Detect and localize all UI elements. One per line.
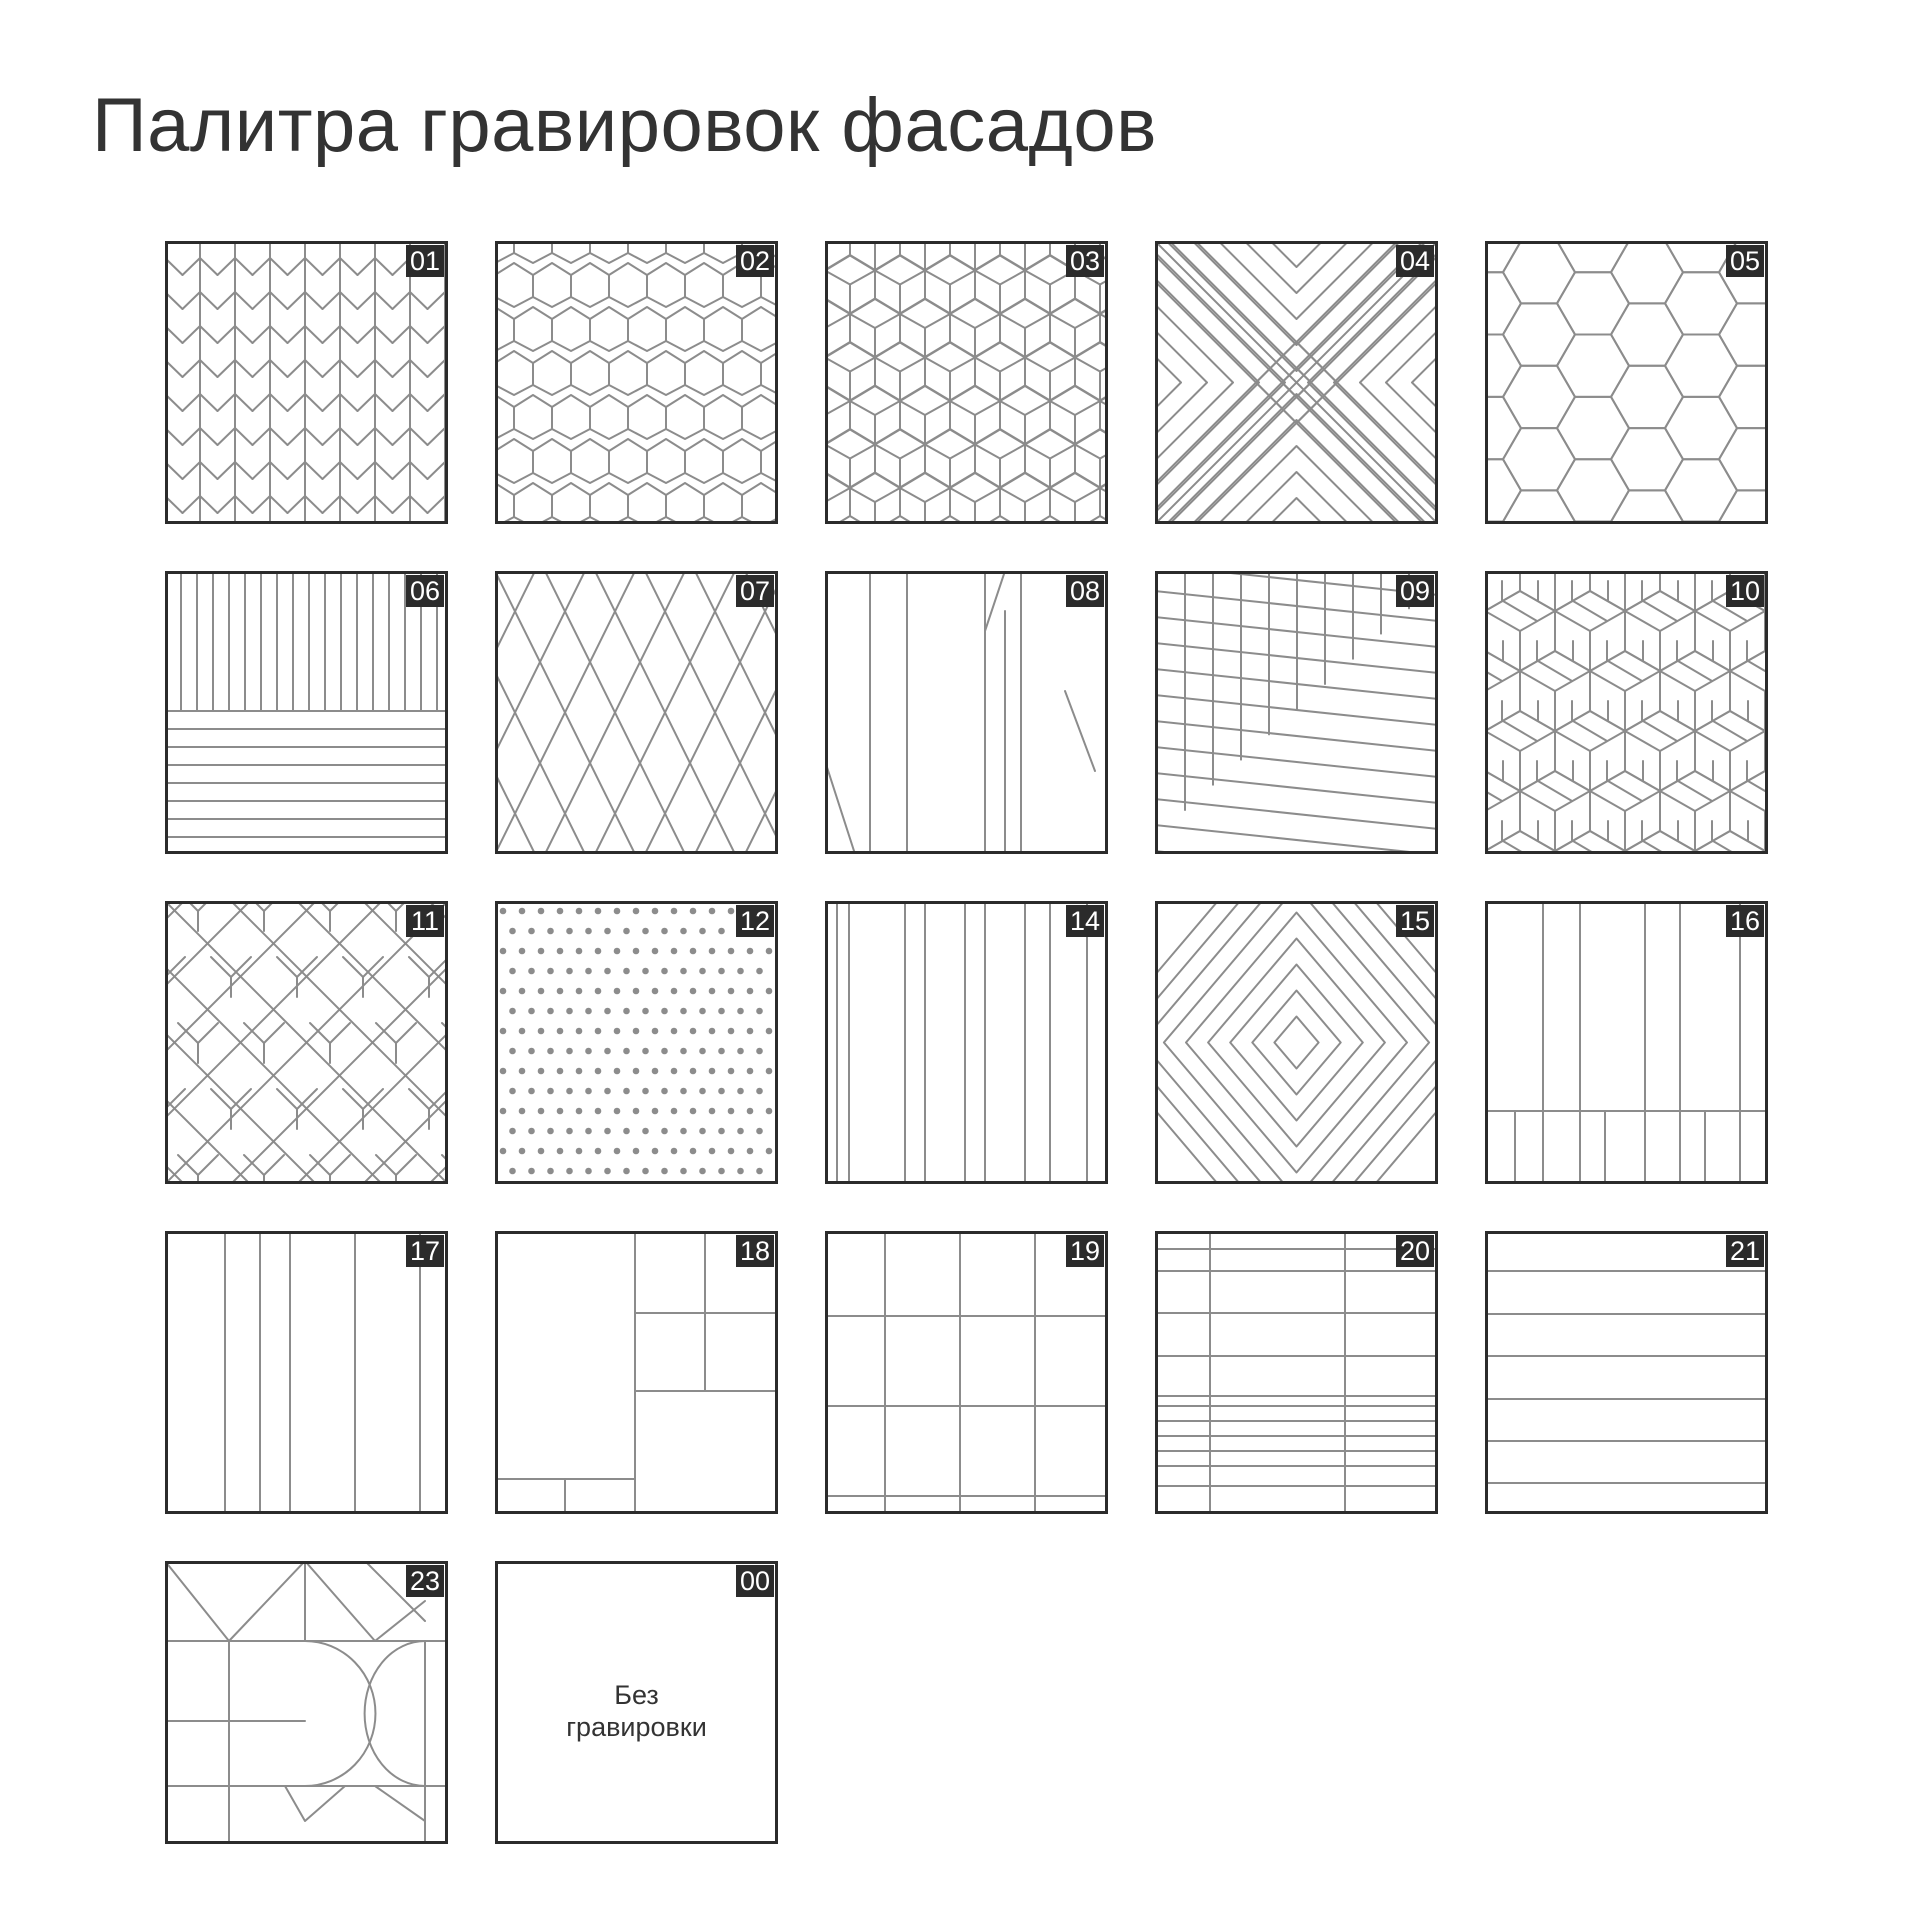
tile-code-badge: 16 [1726, 905, 1764, 937]
tile-code-badge: 18 [736, 1235, 774, 1267]
engraving-tile-17[interactable] [165, 1231, 448, 1514]
tile-code-badge: 03 [1066, 245, 1104, 277]
pattern-parquet-cubes [1485, 571, 1768, 854]
tile-code-badge: 11 [406, 905, 444, 937]
engraving-tile-03[interactable] [825, 241, 1108, 524]
engraving-tile-11[interactable] [165, 901, 448, 1184]
tile-code-badge: 06 [406, 575, 444, 607]
tile-code-badge: 00 [736, 1565, 774, 1597]
engraving-tile-20[interactable] [1155, 1231, 1438, 1514]
engraving-tile-09[interactable] [1155, 571, 1438, 854]
pattern-slats-mixed [165, 571, 448, 854]
pattern-concentric-diamonds [1155, 901, 1438, 1184]
engraving-tile-21[interactable] [1485, 1231, 1768, 1514]
pattern-diamond-lattice [495, 571, 778, 854]
engraving-tile-12[interactable] [495, 901, 778, 1184]
tile-code-badge: 02 [736, 245, 774, 277]
engraving-tile-00[interactable] [495, 1561, 778, 1844]
engraving-tile-05[interactable] [1485, 241, 1768, 524]
tile-code-badge: 01 [406, 245, 444, 277]
tile-code-badge: 07 [736, 575, 774, 607]
pattern-tumbling-blocks [825, 241, 1108, 524]
pattern-wide-panels [165, 1231, 448, 1514]
engraving-tile-23[interactable] [165, 1561, 448, 1844]
pattern-vertical-panels-base [1485, 901, 1768, 1184]
engraving-tile-08[interactable] [825, 571, 1108, 854]
pattern-elongated-hexagons [495, 241, 778, 524]
pattern-diagonal-squares [165, 901, 448, 1184]
tile-code-badge: 09 [1396, 575, 1434, 607]
pattern-rails-columns [1155, 1231, 1438, 1514]
tile-code-badge: 04 [1396, 245, 1434, 277]
pattern-horizontal-boards [1485, 1231, 1768, 1514]
engraving-tile-10[interactable] [1485, 571, 1768, 854]
pattern-herringbone [165, 241, 448, 524]
tile-code-badge: 15 [1396, 905, 1434, 937]
pattern-rectangular-blocks [495, 1231, 778, 1514]
pattern-irregular-boards [825, 571, 1108, 854]
pattern-diagonal-boards [1155, 571, 1438, 854]
engraving-tile-16[interactable] [1485, 901, 1768, 1184]
tile-code-badge: 08 [1066, 575, 1104, 607]
pattern-x-chevrons [1155, 241, 1438, 524]
tile-code-badge: 19 [1066, 1235, 1104, 1267]
tile-code-badge: 14 [1066, 905, 1104, 937]
pattern-geometric-triangles [165, 1561, 448, 1844]
engraving-tile-14[interactable] [825, 901, 1108, 1184]
pattern-dots [495, 901, 778, 1184]
page-title: Палитра гравировок фасадов [92, 83, 1157, 168]
engraving-tile-15[interactable] [1155, 901, 1438, 1184]
engraving-palette-grid [165, 241, 1775, 1851]
pattern-vertical-slats [825, 901, 1108, 1184]
tile-code-badge: 17 [406, 1235, 444, 1267]
tile-code-badge: 05 [1726, 245, 1764, 277]
tile-code-badge: 20 [1396, 1235, 1434, 1267]
no-engraving-label [495, 1679, 778, 1743]
engraving-tile-19[interactable] [825, 1231, 1108, 1514]
tile-code-badge: 23 [406, 1565, 444, 1597]
engraving-tile-07[interactable] [495, 571, 778, 854]
engraving-tile-06[interactable] [165, 571, 448, 854]
engraving-tile-02[interactable] [495, 241, 778, 524]
no-engraving-label-line2: гравировки [566, 1712, 707, 1742]
no-engraving-label-line1: Без [614, 1680, 659, 1710]
tile-code-badge: 10 [1726, 575, 1764, 607]
engraving-tile-04[interactable] [1155, 241, 1438, 524]
engraving-tile-18[interactable] [495, 1231, 778, 1514]
tile-code-badge: 21 [1726, 1235, 1764, 1267]
pattern-grid-blocks [825, 1231, 1108, 1514]
engraving-tile-01[interactable] [165, 241, 448, 524]
pattern-hexagons [1485, 241, 1768, 524]
tile-code-badge: 12 [736, 905, 774, 937]
